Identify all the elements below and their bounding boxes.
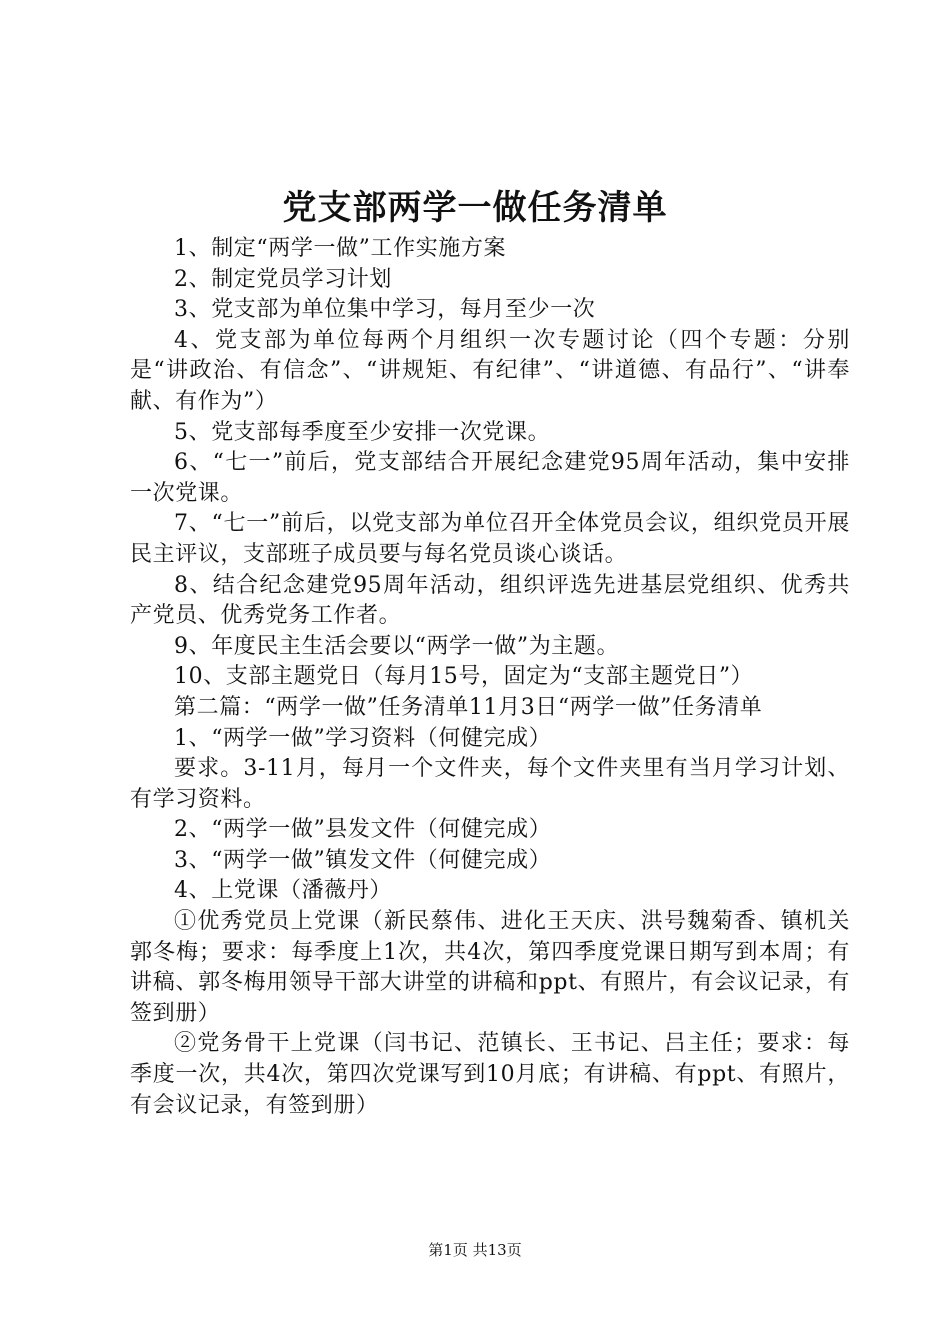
paragraph-1: 1、制定“两学一做”工作实施方案 bbox=[174, 236, 507, 261]
document-title: 党支部两学一做任务清单 bbox=[282, 188, 668, 228]
paragraph-6: 6、“七一”前后，党支部结合开展纪念建党95周年活动，集中安排一次党课。 bbox=[130, 450, 850, 506]
paragraph-16: 4、上党课（潘薇丹） bbox=[174, 878, 392, 904]
paragraph-12: 1、“两学一做”学习资料（何健完成） bbox=[174, 725, 552, 751]
paragraph-9: 9、年度民主生活会要以“两学一做”为主题。 bbox=[174, 633, 620, 659]
paragraph-8: 8、结合纪念建党95周年活动，组织评选先进基层党组织、优秀共产党员、优秀党务工作者。 bbox=[130, 572, 850, 629]
paragraph-15: 3、“两学一做”镇发文件（何健完成） bbox=[174, 847, 552, 873]
paragraph-7: 7、“七一”前后，以党支部为单位召开全体党员会议，组织党员开展民主评议，支部班子成员要与每名党员谈心谈话。 bbox=[130, 511, 850, 567]
paragraph-17: ①优秀党员上党课（新民蔡伟、进化王天庆、洪号魏菊香、镇机关郭冬梅；要求：每季度上1次，共4次，第四季度党课日期写到本周；有讲稿、郭冬梅用领导干部大讲堂的讲稿和ppt、有照片，有会议记录，有签到册） bbox=[130, 909, 850, 1026]
paragraph-10: 10、支部主题党日（每月15号，固定为“支部主题党日”） bbox=[174, 664, 754, 690]
paragraph-14: 2、“两学一做”县发文件（何健完成） bbox=[174, 817, 552, 843]
paragraph-3: 3、党支部为单位集中学习，每月至少一次 bbox=[174, 297, 596, 323]
section-heading: 第二篇：“两学一做”任务清单11月3日“两学一做”任务清单 bbox=[174, 694, 763, 720]
document-body bbox=[130, 234, 850, 1121]
paragraph-4: 4、党支部为单位每两个月组织一次专题讨论（四个专题：分别是“讲政治、有信念”、“讲规矩、有纪律”、“讲道德、有品行”、“讲奉献、有作为”） bbox=[130, 327, 850, 414]
paragraph-2: 2、制定党员学习计划 bbox=[174, 266, 392, 292]
paragraph-13: 要求。3-11月，每月一个文件夹，每个文件夹里有当月学习计划、有学习资料。 bbox=[130, 756, 850, 812]
paragraph-5: 5、党支部每季度至少安排一次党课。 bbox=[174, 419, 551, 445]
page-footer: 第1页 共13页 bbox=[428, 1241, 522, 1259]
paragraph-18: ②党务骨干上党课（闫书记、范镇长、王书记、吕主任；要求：每季度一次，共4次，第四次党课写到10月底；有讲稿、有ppt、有照片，有会议记录，有签到册） bbox=[130, 1031, 850, 1118]
